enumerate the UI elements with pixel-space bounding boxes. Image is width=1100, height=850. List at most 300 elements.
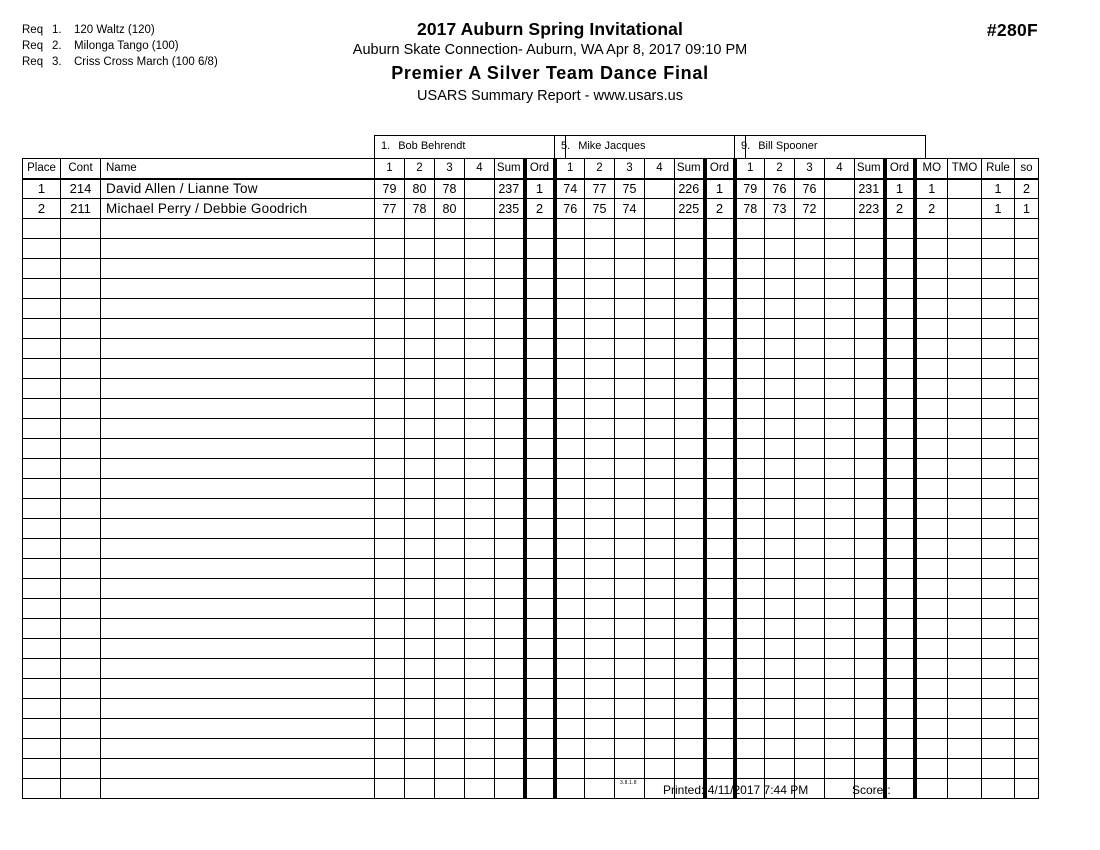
cell-tmo <box>948 659 982 679</box>
cell-judge3-score1 <box>735 279 765 299</box>
cell-rule <box>982 219 1015 239</box>
cell-judge3-ord <box>885 399 915 419</box>
cell-cont <box>61 399 101 419</box>
cell-judge1-sum <box>495 619 525 639</box>
cell-judge2-score4 <box>645 719 675 739</box>
cell-judge3-ord <box>885 319 915 339</box>
cell-place <box>23 679 61 699</box>
cell-judge3-score4 <box>825 379 855 399</box>
cell-judge1-score3 <box>435 299 465 319</box>
cell-so <box>1015 339 1039 359</box>
cell-judge3-ord <box>885 599 915 619</box>
cell-judge1-sum: 235 <box>495 199 525 219</box>
cell-judge2-score1 <box>555 359 585 379</box>
cell-mo <box>915 219 948 239</box>
cell-judge1-score2 <box>405 379 435 399</box>
cell-judge2-score3 <box>615 379 645 399</box>
cell-judge1-ord <box>525 599 555 619</box>
cell-rule <box>982 319 1015 339</box>
cell-judge3-score3 <box>795 459 825 479</box>
cell-so <box>1015 699 1039 719</box>
cell-judge3-score2 <box>765 679 795 699</box>
cell-judge3-sum <box>855 219 885 239</box>
cell-name <box>101 719 375 739</box>
cell-judge3-score4 <box>825 459 855 479</box>
cell-judge2-sum: 226 <box>675 179 705 199</box>
cell-tmo <box>948 599 982 619</box>
cell-judge1-ord <box>525 279 555 299</box>
cell-judge1-score2 <box>405 559 435 579</box>
cell-place <box>23 599 61 619</box>
cell-judge1-score2 <box>405 679 435 699</box>
col-header-j1-s2: 2 <box>405 159 435 179</box>
col-header-j3-s4: 4 <box>825 159 855 179</box>
cell-judge2-sum <box>675 379 705 399</box>
cell-judge3-score4 <box>825 199 855 219</box>
cell-mo <box>915 579 948 599</box>
cell-judge2-ord <box>705 499 735 519</box>
cell-judge1-score3 <box>435 359 465 379</box>
cell-judge1-score4 <box>465 659 495 679</box>
cell-mo <box>915 699 948 719</box>
cell-judge3-score2 <box>765 299 795 319</box>
cell-cont <box>61 239 101 259</box>
cell-judge3-sum <box>855 699 885 719</box>
cell-judge1-score4 <box>465 239 495 259</box>
cell-judge2-score3 <box>615 699 645 719</box>
report-header <box>0 18 1100 107</box>
cell-judge2-score2: 75 <box>585 199 615 219</box>
cell-judge2-score4 <box>645 239 675 259</box>
cell-judge3-score4 <box>825 719 855 739</box>
cell-judge1-sum <box>495 679 525 699</box>
cell-judge3-ord <box>885 739 915 759</box>
cell-judge3-score4 <box>825 239 855 259</box>
cell-tmo <box>948 339 982 359</box>
cell-name <box>101 339 375 359</box>
cell-judge1-ord <box>525 659 555 679</box>
cell-judge3-score4 <box>825 639 855 659</box>
cell-judge2-score4 <box>645 679 675 699</box>
cell-so <box>1015 299 1039 319</box>
cell-judge2-sum <box>675 299 705 319</box>
cell-judge1-score3 <box>435 619 465 639</box>
cell-name <box>101 459 375 479</box>
cell-judge2-sum <box>675 719 705 739</box>
cell-judge1-score2 <box>405 739 435 759</box>
cell-judge1-score4 <box>465 359 495 379</box>
cell-judge1-score4 <box>465 399 495 419</box>
cell-judge2-score4 <box>645 619 675 639</box>
cell-judge3-ord <box>885 359 915 379</box>
cell-judge3-sum: 223 <box>855 199 885 219</box>
cell-judge1-score2 <box>405 699 435 719</box>
cell-judge3-sum <box>855 339 885 359</box>
cell-judge3-score1 <box>735 719 765 739</box>
cell-judge3-score4 <box>825 259 855 279</box>
cell-name <box>101 419 375 439</box>
cell-judge2-score3 <box>615 599 645 619</box>
cell-judge3-sum <box>855 479 885 499</box>
cell-judge3-score1: 78 <box>735 199 765 219</box>
cell-judge3-score3 <box>795 679 825 699</box>
cell-judge2-score4 <box>645 219 675 239</box>
cell-judge2-score1 <box>555 239 585 259</box>
cell-judge1-score1 <box>375 219 405 239</box>
table-row-empty <box>23 399 1039 419</box>
cell-judge2-sum <box>675 319 705 339</box>
cell-judge3-ord <box>885 379 915 399</box>
cell-judge3-score3 <box>795 259 825 279</box>
cell-judge1-sum <box>495 519 525 539</box>
table-row-empty <box>23 659 1039 679</box>
cell-judge1-score2 <box>405 399 435 419</box>
table-row-empty <box>23 519 1039 539</box>
cell-judge2-score2 <box>585 379 615 399</box>
cell-rule <box>982 619 1015 639</box>
judge-name: Bill Spooner <box>758 140 818 152</box>
cell-place <box>23 779 61 799</box>
cell-rule <box>982 599 1015 619</box>
cell-judge2-score3 <box>615 299 645 319</box>
cell-place <box>23 639 61 659</box>
cell-judge2-score4 <box>645 419 675 439</box>
cell-name <box>101 359 375 379</box>
cell-rule <box>982 679 1015 699</box>
cell-tmo <box>948 439 982 459</box>
cell-judge2-score1 <box>555 459 585 479</box>
cell-judge1-score1 <box>375 439 405 459</box>
judge-number: 9. <box>741 140 751 152</box>
cell-mo <box>915 379 948 399</box>
cell-judge1-ord <box>525 259 555 279</box>
cell-judge3-ord <box>885 239 915 259</box>
cell-judge3-score4 <box>825 179 855 199</box>
cell-judge1-score3 <box>435 779 465 799</box>
cell-rule <box>982 439 1015 459</box>
cell-judge1-ord <box>525 679 555 699</box>
cell-judge2-score2 <box>585 579 615 599</box>
cell-judge2-sum <box>675 419 705 439</box>
cell-tmo <box>948 279 982 299</box>
cell-rule <box>982 359 1015 379</box>
cell-cont <box>61 479 101 499</box>
cell-judge1-ord <box>525 579 555 599</box>
cell-judge1-score1 <box>375 599 405 619</box>
cell-judge1-ord <box>525 519 555 539</box>
cell-cont <box>61 639 101 659</box>
cell-rule <box>982 779 1015 799</box>
cell-rule <box>982 719 1015 739</box>
cell-judge1-sum <box>495 639 525 659</box>
cell-judge1-score2: 78 <box>405 199 435 219</box>
cell-judge1-sum <box>495 459 525 479</box>
cell-judge3-ord <box>885 439 915 459</box>
cell-judge3-score2 <box>765 659 795 679</box>
cell-place <box>23 459 61 479</box>
cell-rule <box>982 559 1015 579</box>
cell-judge1-sum <box>495 279 525 299</box>
cell-so <box>1015 459 1039 479</box>
cell-judge2-ord <box>705 539 735 559</box>
cell-judge1-score3 <box>435 539 465 559</box>
cell-place <box>23 279 61 299</box>
cell-judge3-score2 <box>765 339 795 359</box>
cell-judge1-score2 <box>405 539 435 559</box>
col-header-mo: MO <box>915 159 948 179</box>
cell-judge1-ord <box>525 379 555 399</box>
cell-judge1-score2 <box>405 479 435 499</box>
cell-judge2-ord <box>705 739 735 759</box>
cell-judge1-sum <box>495 439 525 459</box>
cell-judge3-score1 <box>735 679 765 699</box>
cell-judge3-score1 <box>735 579 765 599</box>
cell-mo <box>915 439 948 459</box>
cell-judge3-score1 <box>735 299 765 319</box>
table-row-empty <box>23 459 1039 479</box>
cell-tmo <box>948 179 982 199</box>
cell-judge2-score2 <box>585 279 615 299</box>
cell-judge2-score4 <box>645 279 675 299</box>
cell-judge2-score2 <box>585 259 615 279</box>
cell-judge2-ord <box>705 379 735 399</box>
cell-judge3-score4 <box>825 219 855 239</box>
cell-judge1-score2 <box>405 599 435 619</box>
cell-judge2-sum <box>675 599 705 619</box>
cell-judge3-ord <box>885 459 915 479</box>
cell-judge3-score3 <box>795 659 825 679</box>
cell-judge2-score3 <box>615 259 645 279</box>
cell-judge2-score4 <box>645 539 675 559</box>
table-row-empty <box>23 319 1039 339</box>
cell-judge1-score1 <box>375 239 405 259</box>
cell-tmo <box>948 459 982 479</box>
cell-rule <box>982 299 1015 319</box>
cell-judge3-ord <box>885 339 915 359</box>
cell-mo <box>915 479 948 499</box>
cell-name <box>101 759 375 779</box>
cell-judge2-score4 <box>645 399 675 419</box>
cell-so <box>1015 419 1039 439</box>
cell-judge1-ord <box>525 699 555 719</box>
cell-judge2-score4 <box>645 359 675 379</box>
cell-judge3-score1 <box>735 379 765 399</box>
table-row-empty <box>23 379 1039 399</box>
col-header-j1-sum: Sum <box>495 159 525 179</box>
cell-judge1-sum <box>495 499 525 519</box>
cell-judge2-sum <box>675 499 705 519</box>
cell-judge1-sum <box>495 779 525 799</box>
cell-judge1-sum <box>495 299 525 319</box>
cell-judge3-score1 <box>735 659 765 679</box>
cell-judge2-score1 <box>555 639 585 659</box>
cell-place <box>23 539 61 559</box>
table-row-empty <box>23 599 1039 619</box>
cell-judge2-score2 <box>585 559 615 579</box>
cell-judge3-score2 <box>765 479 795 499</box>
cell-judge3-score4 <box>825 779 855 799</box>
cell-judge2-score4 <box>645 759 675 779</box>
col-header-j3-ord: Ord <box>885 159 915 179</box>
cell-judge2-score2 <box>585 399 615 419</box>
cell-judge2-sum <box>675 259 705 279</box>
cell-judge1-sum <box>495 579 525 599</box>
cell-place <box>23 219 61 239</box>
cell-judge2-score2 <box>585 679 615 699</box>
cell-cont: 214 <box>61 179 101 199</box>
cell-judge1-ord <box>525 399 555 419</box>
cell-judge1-sum <box>495 399 525 419</box>
cell-judge1-sum <box>495 359 525 379</box>
cell-judge2-score3 <box>615 679 645 699</box>
cell-judge3-score4 <box>825 699 855 719</box>
cell-judge3-sum: 231 <box>855 179 885 199</box>
cell-judge2-score2 <box>585 739 615 759</box>
cell-judge3-score4 <box>825 299 855 319</box>
cell-judge1-score4 <box>465 579 495 599</box>
cell-so <box>1015 439 1039 459</box>
cell-judge3-score1 <box>735 759 765 779</box>
table-row-empty <box>23 559 1039 579</box>
cell-tmo <box>948 779 982 799</box>
cell-judge1-sum <box>495 339 525 359</box>
cell-judge3-score4 <box>825 759 855 779</box>
cell-cont <box>61 339 101 359</box>
cell-judge2-ord <box>705 719 735 739</box>
cell-judge2-score3 <box>615 519 645 539</box>
cell-judge2-score1 <box>555 319 585 339</box>
cell-so <box>1015 679 1039 699</box>
cell-judge3-sum <box>855 739 885 759</box>
cell-judge1-score4 <box>465 199 495 219</box>
cell-judge3-score4 <box>825 499 855 519</box>
cell-judge3-score4 <box>825 439 855 459</box>
cell-judge1-sum <box>495 719 525 739</box>
cell-judge1-score4 <box>465 319 495 339</box>
cell-judge3-sum <box>855 679 885 699</box>
cell-place <box>23 499 61 519</box>
cell-cont <box>61 379 101 399</box>
cell-judge2-score3 <box>615 759 645 779</box>
cell-so <box>1015 259 1039 279</box>
cell-judge2-score1 <box>555 539 585 559</box>
cell-judge3-score1 <box>735 519 765 539</box>
cell-judge3-score2 <box>765 399 795 419</box>
cell-judge2-score3 <box>615 559 645 579</box>
cell-judge2-score4 <box>645 259 675 279</box>
cell-mo <box>915 779 948 799</box>
cell-judge2-score1 <box>555 619 585 639</box>
cell-mo <box>915 459 948 479</box>
cell-judge1-score1 <box>375 379 405 399</box>
cell-place <box>23 379 61 399</box>
cell-judge3-sum <box>855 259 885 279</box>
cell-judge2-score2 <box>585 639 615 659</box>
judge-panel-header-2 <box>554 135 746 158</box>
table-row-empty <box>23 639 1039 659</box>
cell-judge2-ord <box>705 579 735 599</box>
cell-rule <box>982 519 1015 539</box>
cell-tmo <box>948 399 982 419</box>
cell-name: Michael Perry / Debbie Goodrich <box>101 199 375 219</box>
cell-place <box>23 519 61 539</box>
cell-mo <box>915 759 948 779</box>
cell-judge3-score4 <box>825 559 855 579</box>
cell-cont <box>61 519 101 539</box>
cell-judge2-ord <box>705 479 735 499</box>
cell-judge1-score1 <box>375 459 405 479</box>
cell-judge1-ord <box>525 419 555 439</box>
cell-judge3-ord <box>885 539 915 559</box>
cell-judge3-sum <box>855 639 885 659</box>
event-number-badge: #280F <box>986 20 1038 40</box>
cell-judge2-score2 <box>585 339 615 359</box>
cell-judge3-ord <box>885 279 915 299</box>
cell-judge3-score1 <box>735 339 765 359</box>
cell-judge2-score2 <box>585 299 615 319</box>
cell-judge1-score1 <box>375 739 405 759</box>
cell-judge1-score3 <box>435 239 465 259</box>
cell-judge2-score3 <box>615 619 645 639</box>
competition-title: 2017 Auburn Spring Invitational <box>417 19 683 39</box>
cell-judge2-score1 <box>555 219 585 239</box>
cell-judge2-ord <box>705 419 735 439</box>
cell-judge2-score3 <box>615 539 645 559</box>
cell-judge3-ord <box>885 519 915 539</box>
cell-judge2-score2: 77 <box>585 179 615 199</box>
cell-name <box>101 559 375 579</box>
cell-judge1-score2 <box>405 459 435 479</box>
cell-mo <box>915 259 948 279</box>
cell-mo <box>915 299 948 319</box>
requirement-label: Req <box>22 56 44 68</box>
cell-so <box>1015 319 1039 339</box>
cell-judge3-score2 <box>765 619 795 639</box>
cell-rule <box>982 239 1015 259</box>
scorer-label: Scorer: <box>852 783 891 797</box>
cell-judge2-score1 <box>555 439 585 459</box>
cell-judge3-score4 <box>825 359 855 379</box>
col-header-j2-ord: Ord <box>705 159 735 179</box>
cell-judge1-score1 <box>375 639 405 659</box>
cell-judge3-score3 <box>795 479 825 499</box>
cell-judge2-score1 <box>555 599 585 619</box>
cell-judge2-sum <box>675 639 705 659</box>
col-header-rule: Rule <box>982 159 1015 179</box>
cell-judge3-score3 <box>795 419 825 439</box>
cell-judge3-score3 <box>795 299 825 319</box>
cell-judge1-ord <box>525 299 555 319</box>
cell-name <box>101 599 375 619</box>
cell-judge1-score1 <box>375 579 405 599</box>
cell-judge3-score1 <box>735 459 765 479</box>
cell-cont <box>61 739 101 759</box>
cell-tmo <box>948 739 982 759</box>
venue-and-date: Auburn Skate Connection- Auburn, WA Apr 8, 2017 09:10 PM <box>352 42 748 58</box>
cell-mo <box>915 419 948 439</box>
col-header-j3-sum: Sum <box>855 159 885 179</box>
cell-judge2-score2 <box>585 359 615 379</box>
cell-judge1-score4 <box>465 559 495 579</box>
results-table-body <box>23 179 1039 799</box>
cell-judge1-ord: 2 <box>525 199 555 219</box>
cell-judge2-ord <box>705 399 735 419</box>
cell-rule <box>982 459 1015 479</box>
cell-rule <box>982 279 1015 299</box>
cell-judge3-score2 <box>765 379 795 399</box>
cell-judge3-ord: 2 <box>885 199 915 219</box>
cell-judge1-score2 <box>405 639 435 659</box>
